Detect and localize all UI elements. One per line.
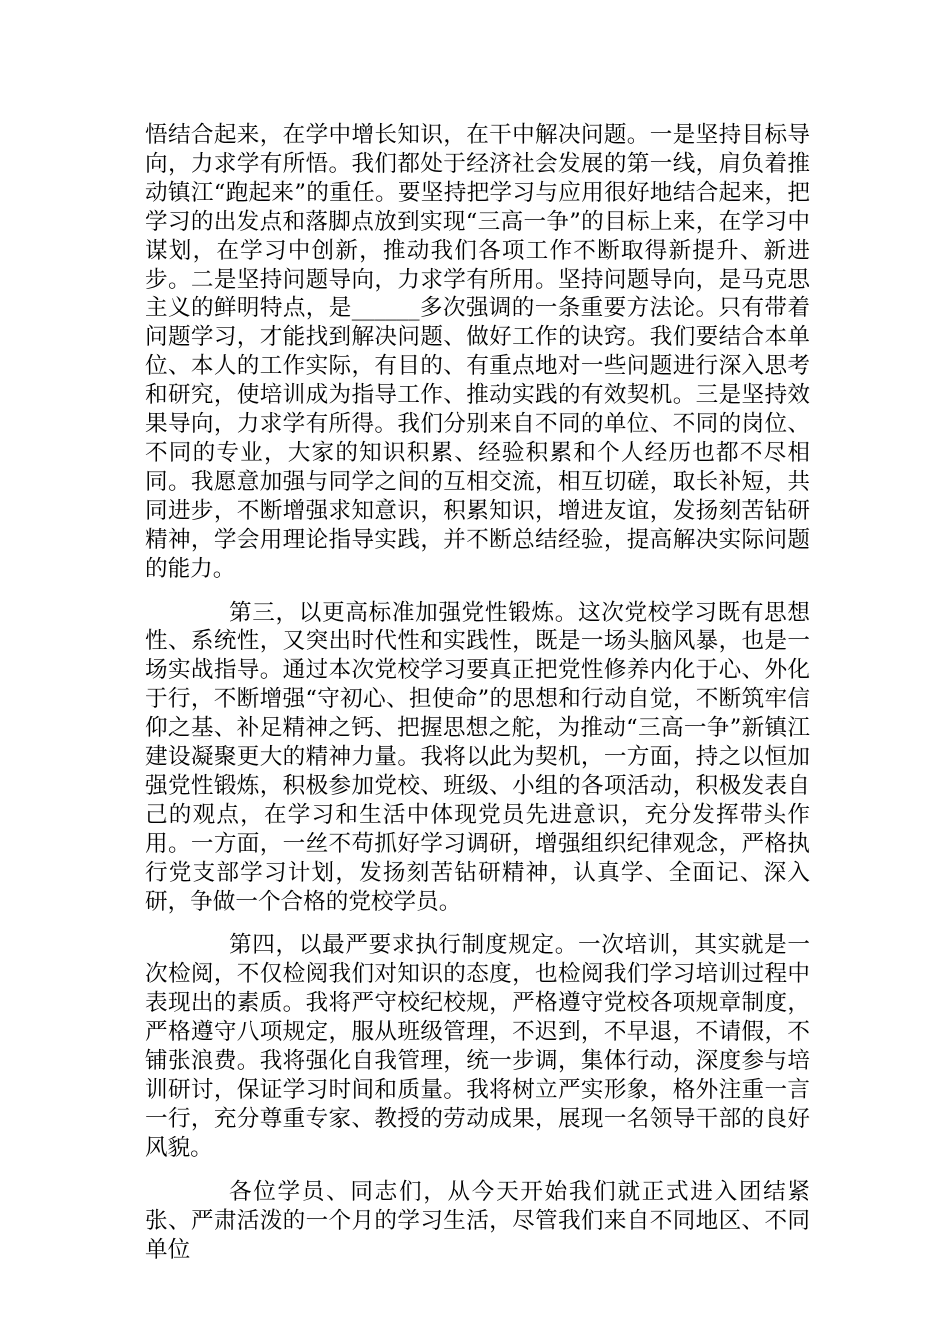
paragraph-2: 第三，以更高标准加强党性锻炼。这次党校学习既有思想性、系统性，又突出时代性和实践性，既是一场头脑风暴，也是一场实战指导。通过本次党校学习要真正把党性修养内化于心、外化于行，不断增强“守初心、担使命”的思想和行动自觉，不断筑牢信仰之基、补足精神之钙、把握思想之舵，为推动“三高一争”新镇江建设凝聚更大的精神力量。我将以此为契机，一方面，持之以恒加强党性锻炼，积极参加党校、班级、小组的各项活动，积极发表自己的观点，在学习和生活中体现党员先进意识，充分发挥带头作用。一方面，一丝不苟抓好学习调研，增强组织纪律观念，严格执行党支部学习计划，发扬刻苦钻研精神，认真学、全面记、深入研，争做一个合格的党校学员。 bbox=[145, 599, 810, 915]
paragraph-3: 第四，以最严要求执行制度规定。一次培训，其实就是一次检阅，不仅检阅我们对知识的态度，也检阅我们学习培训过程中表现出的素质。我将严守校纪校规，严格遵守党校各项规章制度，严格遵守八项规定，服从班级管理，不迟到，不早退，不请假，不铺张浪费。我将强化自我管理，统一步调，集体行动，深度参与培训研讨，保证学习时间和质量。我将树立严实形象，格外注重一言一行，充分尊重专家、教授的劳动成果，展现一名领导干部的良好风貌。 bbox=[145, 932, 810, 1161]
paragraph-4: 各位学员、同志们，从今天开始我们就正式进入团结紧张、严肃活泼的一个月的学习生活，尽管我们来自不同地区、不同单位 bbox=[145, 1178, 810, 1263]
document-page bbox=[145, 121, 810, 1279]
paragraph-1: 悟结合起来，在学中增长知识，在干中解决问题。一是坚持目标导向，力求学有所悟。我们都处于经济社会发展的第一线，肩负着推动镇江“跑起来”的重任。要坚持把学习与应用很好地结合起来，把学习的出发点和落脚点放到实现“三高一争”的目标上来，在学习中谋划，在学习中创新，推动我们各项工作不断取得新提升、新进步。二是坚持问题导向，力求学有所用。坚持问题导向，是马克思主义的鲜明特点，是______多次强调的一条重要方法论。只有带着问题学习，才能找到解决问题、做好工作的诀窍。我们要结合本单位、本人的工作实际，有目的、有重点地对一些问题进行深入思考和研究，使培训成为指导工作、推动实践的有效契机。三是坚持效果导向，力求学有所得。我们分别来自不同的单位、不同的岗位、不同的专业，大家的知识积累、经验积累和个人经历也都不尽相同。我愿意加强与同学之间的互相交流，相互切磋，取长补短，共同进步，不断增强求知意识，积累知识，增进友谊，发扬刻苦钻研精神，学会用理论指导实践，并不断总结经验，提高解决实际问题的能力。 bbox=[145, 122, 810, 582]
